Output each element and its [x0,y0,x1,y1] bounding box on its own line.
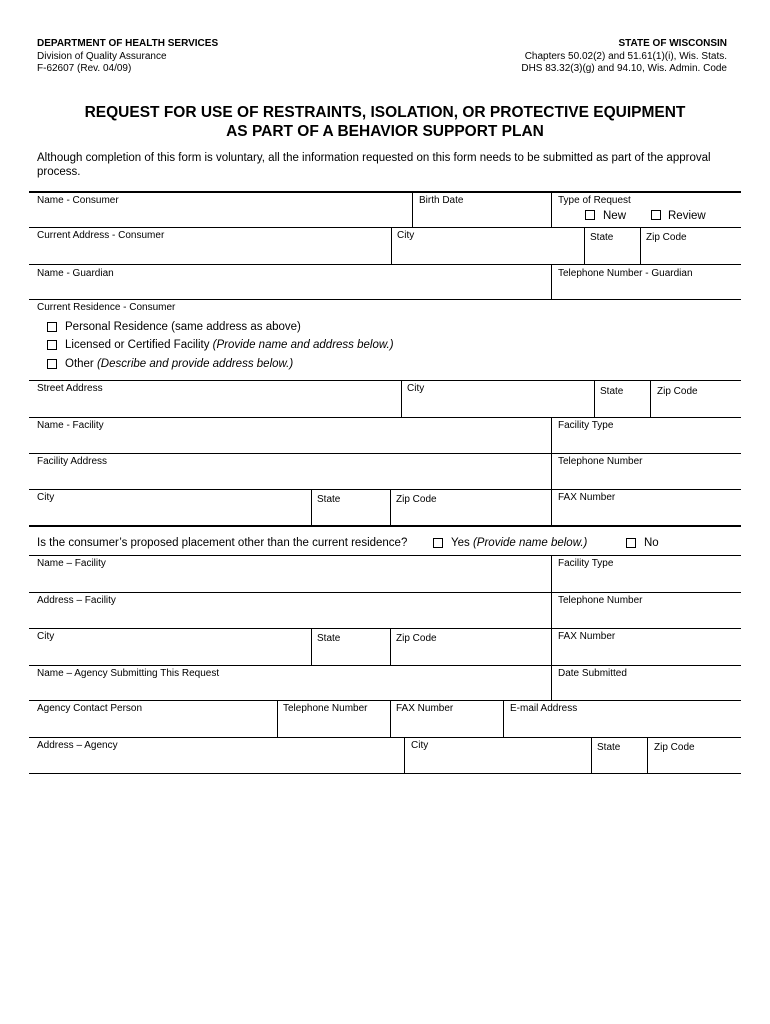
division-name: Division of Quality Assurance [37,50,167,62]
consumer-address-label: Current Address - Consumer [37,230,165,241]
statute-chapters: Chapters 50.02(2) and 51.61(1)(i), Wis. Stats. [524,50,727,62]
cell-divider [277,701,278,737]
cell-divider [390,490,391,525]
agency-name-label: Name – Agency Submitting This Request [37,668,220,679]
facility-fax-label: FAX Number [558,492,616,503]
licensed-facility-label: Licensed or Certified Facility (Provide name and address below.) [65,339,394,351]
agency-phone-label: Telephone Number [283,703,368,714]
cell-divider [551,490,552,525]
review-request-checkbox[interactable] [651,210,661,220]
consumer-state-label: State [590,232,614,243]
placement-no-label: No [644,537,659,549]
divider [29,555,741,556]
form-title [0,103,770,141]
cell-divider [412,192,413,227]
agency-contact-label: Agency Contact Person [37,703,143,714]
divider [29,737,741,738]
cell-divider [311,629,312,665]
divider [29,773,741,774]
cell-divider [391,228,392,264]
consumer-zip-label: Zip Code [646,232,687,243]
placement-yes-label: Yes (Provide name below.) [451,537,588,549]
divider [29,700,741,701]
proposed-facility-address-label: Address – Facility [37,595,116,606]
personal-residence-checkbox[interactable] [47,322,57,332]
residence-zip-label: Zip Code [657,386,698,397]
proposed-facility-phone-label: Telephone Number [558,595,643,606]
cell-divider [591,738,592,773]
new-request-label: New [603,210,627,222]
divider [29,380,741,381]
consumer-name-label: Name - Consumer [37,195,119,206]
cell-divider [311,490,312,525]
placement-yes-checkbox[interactable] [433,538,443,548]
facility-state-label: State [317,494,341,505]
cell-divider [551,192,552,227]
form-title-line2: AS PART OF A BEHAVIOR SUPPORT PLAN [226,123,544,140]
licensed-facility-checkbox[interactable] [47,340,57,350]
new-request-checkbox[interactable] [585,210,595,220]
divider [29,417,741,418]
header-left [37,38,218,76]
agency-state-label: State [597,742,621,753]
cell-divider [401,381,402,417]
residence-state-label: State [600,386,624,397]
divider [29,453,741,454]
cell-divider [551,418,552,453]
form-title-line1: REQUEST FOR USE OF RESTRAINTS, ISOLATION, OR PROTECTIVE EQUIPMENT [84,104,686,121]
other-residence-label: Other (Describe and provide address below.) [65,358,294,370]
cell-divider [390,629,391,665]
facility-address-label: Facility Address [37,456,108,467]
cell-divider [503,701,504,737]
other-residence-checkbox[interactable] [47,359,57,369]
current-residence-label: Current Residence - Consumer [37,302,176,313]
divider [29,227,741,228]
intro-text: Although completion of this form is voluntary, all the information requested on this form needs to be submitted as part of the approval process. [37,152,711,178]
divider [29,665,741,666]
cell-divider [594,381,595,417]
divider [29,592,741,593]
cell-divider [584,228,585,264]
facility-name-label: Name - Facility [37,420,104,431]
admin-code: DHS 83.32(3)(g) and 94.10, Wis. Admin. Code [521,63,727,74]
cell-divider [404,738,405,773]
proposed-facility-state-label: State [317,633,341,644]
proposed-facility-zip-label: Zip Code [396,633,437,644]
personal-residence-label: Personal Residence (same address as above) [65,321,301,333]
facility-city-label: City [37,492,55,503]
facility-zip-label: Zip Code [396,494,437,505]
guardian-name-label: Name - Guardian [37,268,114,279]
birth-date-label: Birth Date [419,195,464,206]
department-name: DEPARTMENT OF HEALTH SERVICES [37,38,219,49]
agency-fax-label: FAX Number [396,703,454,714]
proposed-facility-city-label: City [37,631,55,642]
agency-email-label: E-mail Address [510,703,578,714]
cell-divider [640,228,641,264]
cell-divider [647,738,648,773]
proposed-facility-name-label: Name – Facility [37,558,106,569]
guardian-phone-label: Telephone Number - Guardian [558,268,693,279]
divider [29,191,741,193]
proposed-facility-type-label: Facility Type [558,558,614,569]
agency-city-label: City [411,740,429,751]
cell-divider [551,454,552,489]
header-right [521,38,727,76]
proposed-facility-fax-label: FAX Number [558,631,616,642]
facility-type-label: Facility Type [558,420,614,431]
street-address-label: Street Address [37,383,103,394]
cell-divider [551,593,552,628]
agency-zip-label: Zip Code [654,742,695,753]
form-number: F-62607 (Rev. 04/09) [37,63,132,74]
agency-address-label: Address – Agency [37,740,118,751]
state-name: STATE OF WISCONSIN [618,38,727,49]
facility-phone-label: Telephone Number [558,456,643,467]
consumer-city-label: City [397,230,415,241]
divider [29,525,741,527]
residence-city-label: City [407,383,425,394]
type-of-request-label: Type of Request [558,195,631,206]
cell-divider [551,629,552,665]
cell-divider [551,666,552,700]
cell-divider [551,265,552,299]
divider [29,489,741,490]
cell-divider [551,556,552,592]
divider [29,264,741,265]
date-submitted-label: Date Submitted [558,668,627,679]
placement-no-checkbox[interactable] [626,538,636,548]
placement-question: Is the consumer’s proposed placement other than the current residence? [37,537,408,549]
review-request-label: Review [668,210,706,222]
cell-divider [650,381,651,417]
divider [29,299,741,300]
cell-divider [390,701,391,737]
divider [29,628,741,629]
